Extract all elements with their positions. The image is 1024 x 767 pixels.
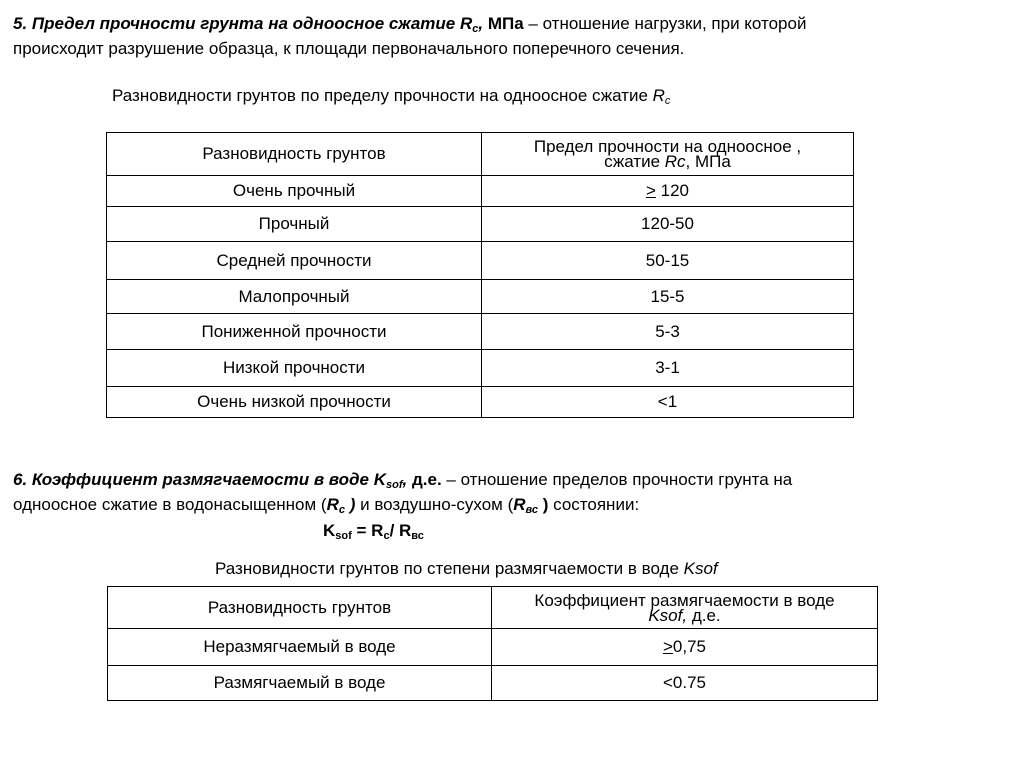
table-row: [107, 314, 854, 350]
section5-line2: происходит разрушение образца, к площади первоначального поперечного сечения.: [13, 39, 685, 58]
section6-line2: одноосное сжатие в водонасыщенном ($R_c$ ) и воздушно-сухом ($R_{вс}$ ) состоянии:: [13, 495, 640, 516]
section6-paragraph: [13, 467, 792, 517]
table-row: [107, 207, 854, 242]
soil-type-cell: Средней прочности: [107, 242, 482, 280]
header-softening-coefficient: Коэффициент размягчаемости в воде Ksof, д.е.: [492, 587, 878, 629]
strength-value-cell: 50-15: [482, 242, 854, 280]
strength-value-cell: 120-50: [482, 207, 854, 242]
soil-type-cell: Пониженной прочности: [107, 314, 482, 350]
header-strength-limit: Предел прочности на одноосное , сжатие Rc, МПа: [482, 133, 854, 176]
section5-line1-rest: – отношение нагрузки, при которой: [523, 14, 807, 33]
coefficient-value-cell: >0,75: [492, 629, 878, 666]
strength-table: [106, 132, 854, 418]
section6-unit: д.е.: [407, 470, 442, 489]
table-row: [108, 629, 878, 666]
soil-type-cell: Малопрочный: [107, 280, 482, 314]
header-soil-type: Разновидность грунтов: [107, 133, 482, 176]
section6-title: 6. Коэффициент размягчаемости в воде $K_{sof}$,: [13, 470, 408, 491]
soil-type-cell: Неразмягчаемый в воде: [108, 629, 492, 666]
table-header-row: [107, 133, 854, 176]
table-row: [107, 280, 854, 314]
header-soil-type: Разновидность грунтов: [108, 587, 492, 629]
soil-type-cell: Прочный: [107, 207, 482, 242]
section5-line1: [13, 11, 806, 36]
table-row: [107, 350, 854, 387]
strength-value-cell: 3-1: [482, 350, 854, 387]
section6-line1-rest: – отношение пределов прочности грунта на: [441, 470, 793, 489]
strength-value-cell: <1: [482, 387, 854, 418]
section5-paragraph: [13, 11, 806, 61]
table-row: [108, 666, 878, 701]
table1-caption: Разновидности грунтов по пределу прочности на одноосное сжатие $R_c$: [112, 86, 671, 107]
soil-type-cell: Очень прочный: [107, 176, 482, 207]
strength-value-cell: 5-3: [482, 314, 854, 350]
soil-type-cell: Низкой прочности: [107, 350, 482, 387]
table-header-row: [108, 587, 878, 629]
table-row: [107, 242, 854, 280]
strength-value-cell: 15-5: [482, 280, 854, 314]
table-row: [107, 387, 854, 418]
soil-type-cell: Очень низкой прочности: [107, 387, 482, 418]
coefficient-value-cell: <0.75: [492, 666, 878, 701]
soil-type-cell: Размягчаемый в воде: [108, 666, 492, 701]
table-row: [107, 176, 854, 207]
section6-line1: [13, 467, 792, 492]
table2-caption: Разновидности грунтов по степени размягчаемости в воде Ksof: [215, 559, 718, 578]
softening-formula: $K_{sof} = R_c/$ $R_{вс}$: [323, 521, 424, 542]
strength-value-cell: > 120: [482, 176, 854, 207]
section5-title: 5. Предел прочности грунта на одноосное сжатие $R_c$,: [13, 14, 484, 35]
softening-table: [107, 586, 878, 701]
section5-unit: МПа: [483, 14, 524, 33]
